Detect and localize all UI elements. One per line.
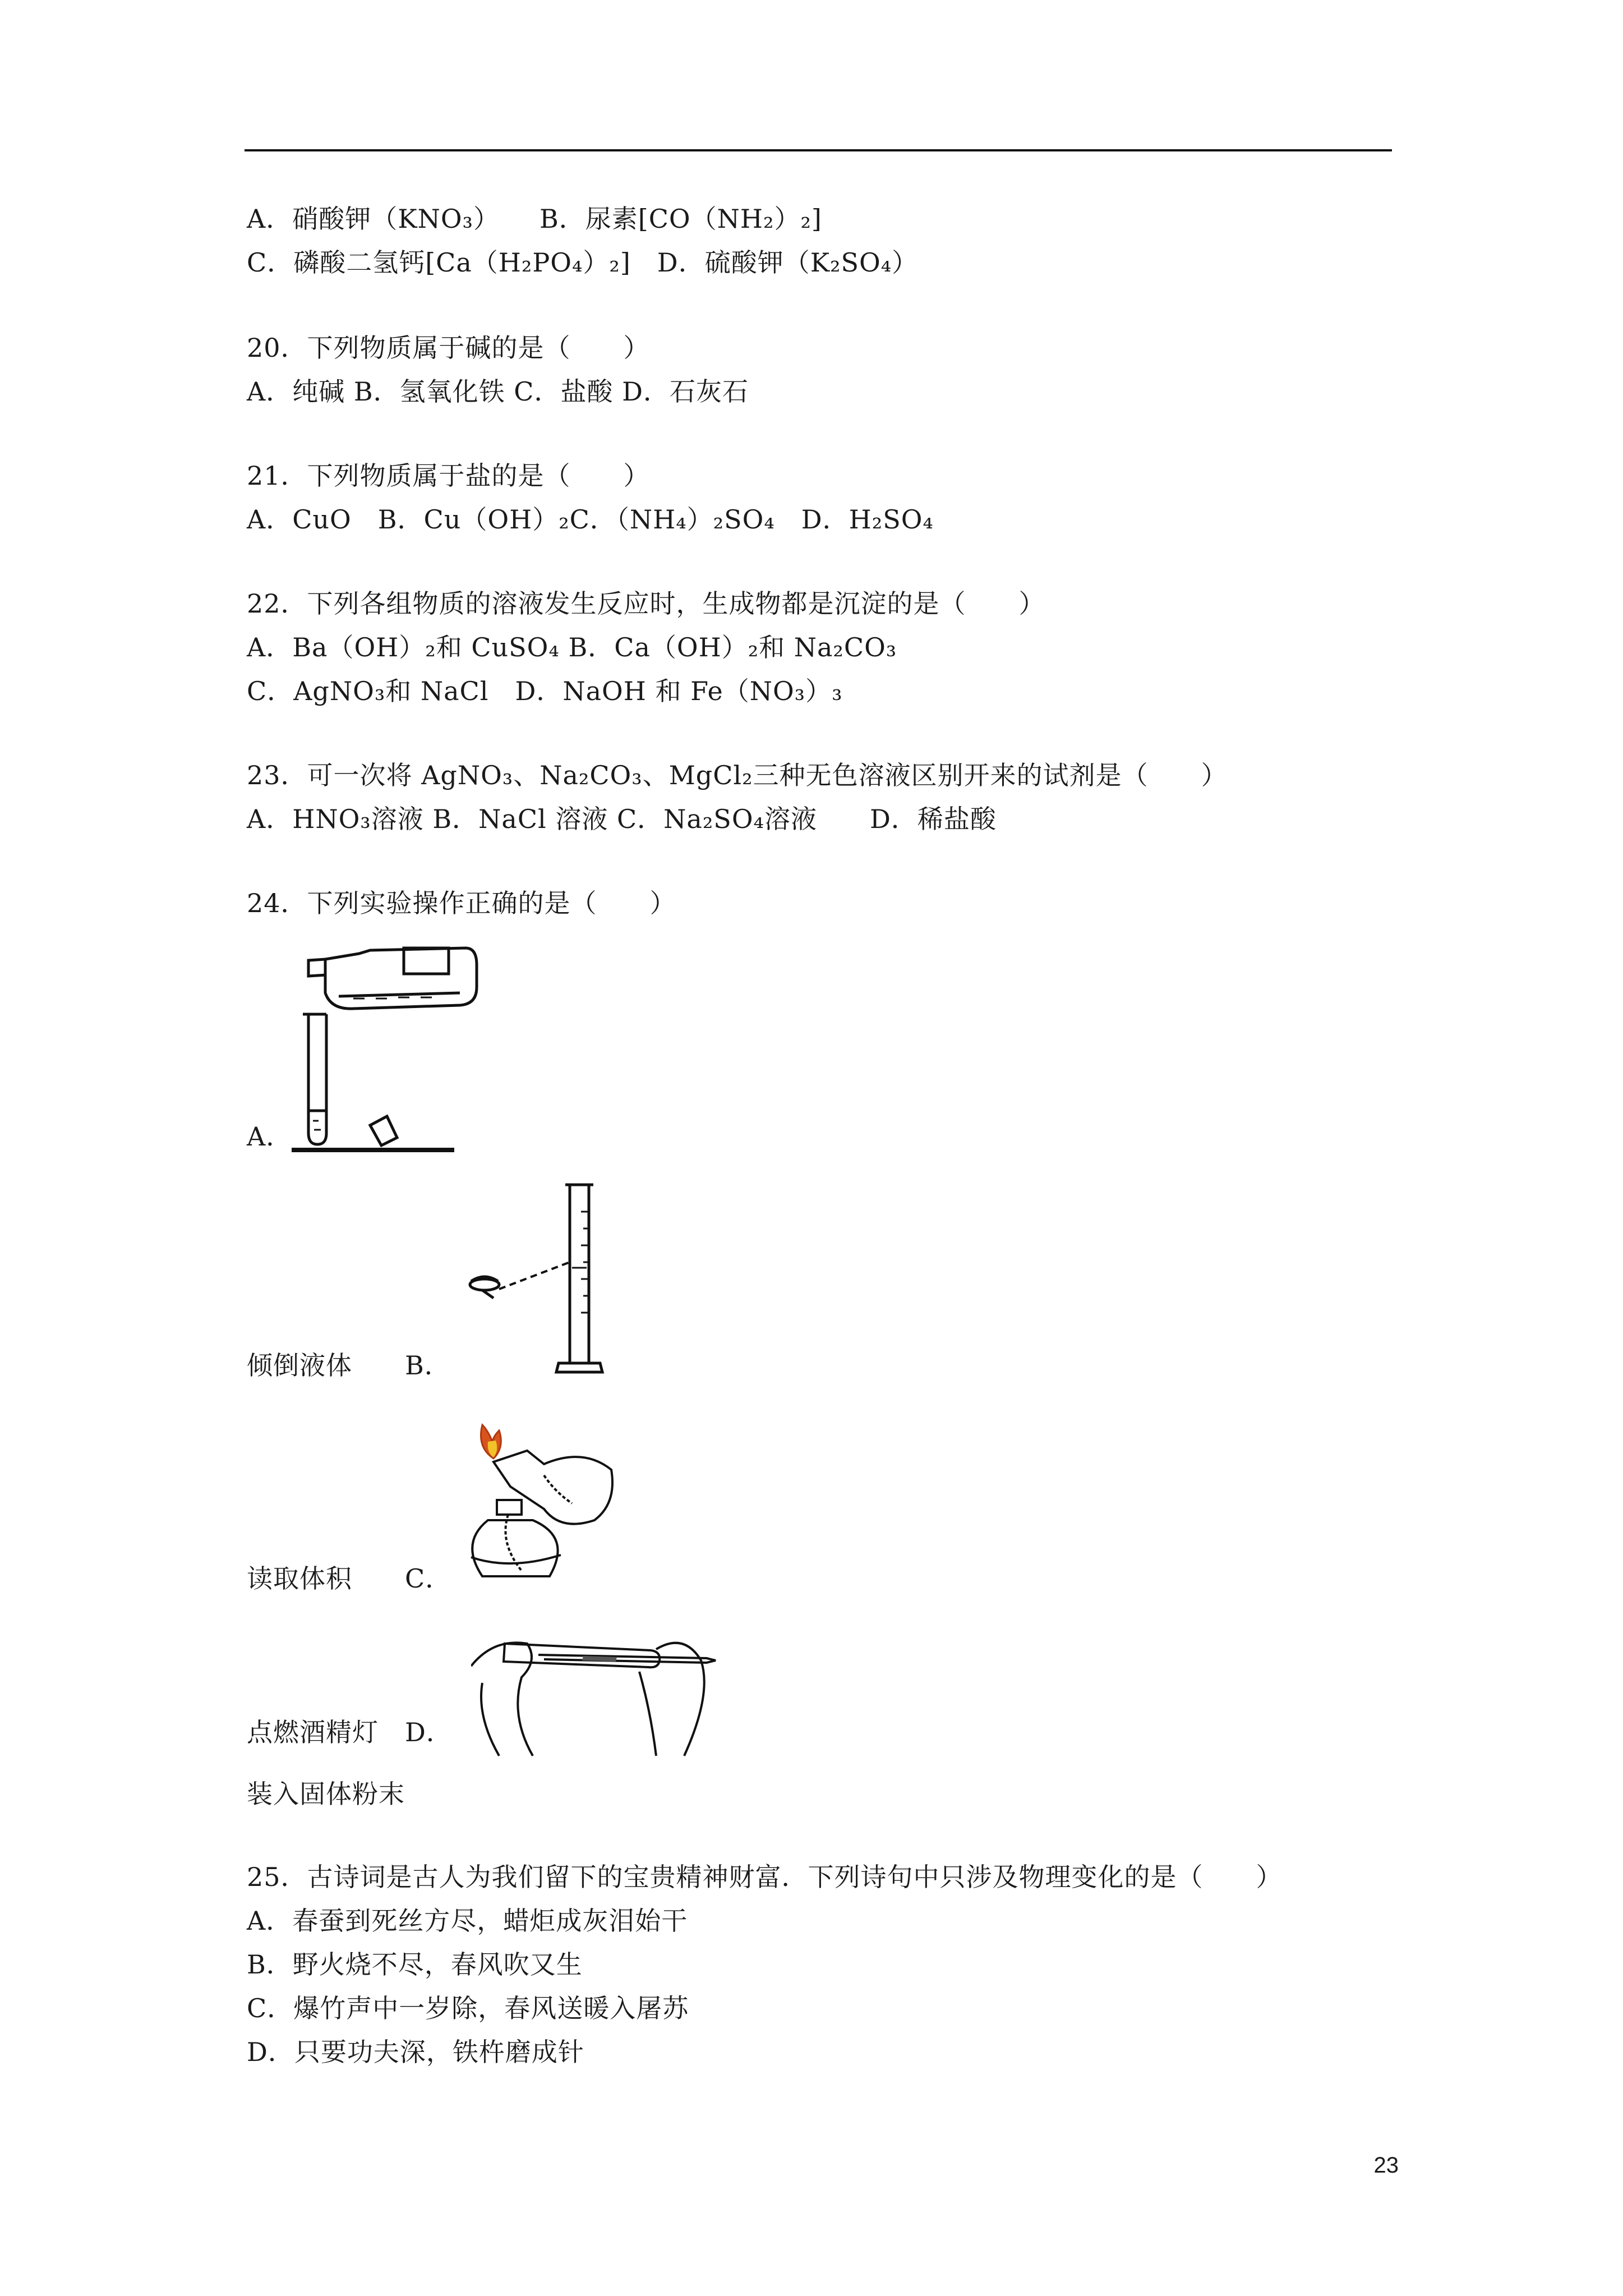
q24-option-b-caption-c-letter: 读取体积 C．: [247, 1563, 452, 1594]
adding-solid-powder-figure: [471, 1627, 723, 1761]
q20-stem: 20．下列物质属于碱的是（ ）: [247, 333, 650, 363]
q25-option-b: B．野火烧不尽，春风吹又生: [247, 1949, 583, 1980]
q23-stem: 23．可一次将 AgNO₃、Na₂CO₃、MgCl₂三种无色溶液区别开来的试剂是（ ）: [247, 760, 1228, 790]
q22-options-line2: C．AgNO₃和 NaCl D．NaOH 和 Fe（NO₃）₃: [247, 676, 843, 706]
q24-option-a-letter: A．: [247, 1121, 293, 1152]
q19-options-line1: A．硝酸钾（KNO₃） B．尿素[CO（NH₂）₂]: [247, 204, 822, 234]
q25-option-c: C．爆竹声中一岁除，春风送暖入屠苏: [247, 1993, 689, 2023]
q22-stem: 22．下列各组物质的溶液发生反应时，生成物都是沉淀的是（ ）: [247, 588, 1045, 619]
q25-stem: 25．古诗词是古人为我们留下的宝贵精神财富．下列诗句中只涉及物理变化的是（ ）: [247, 1862, 1283, 1892]
lighting-alcohol-lamp-figure: [460, 1408, 628, 1593]
header-rule: [245, 149, 1392, 151]
reading-volume-figure: [460, 1178, 628, 1380]
q21-options: A．CuO B．Cu（OH）₂C．（NH₄）₂SO₄ D．H₂SO₄: [247, 504, 934, 535]
q24-option-a-caption-b-letter: 倾倒液体 B．: [247, 1350, 451, 1381]
q24-stem: 24．下列实验操作正确的是（ ）: [247, 888, 676, 918]
page-number: 23: [1373, 2153, 1399, 2178]
q25-option-d: D．只要功夫深，铁杵磨成针: [247, 2037, 584, 2067]
q21-stem: 21．下列物质属于盐的是（ ）: [247, 461, 650, 491]
pouring-liquid-figure: [292, 942, 499, 1161]
q20-options: A．纯碱 B．氢氧化铁 C．盐酸 D．石灰石: [247, 376, 749, 407]
q25-option-a: A．春蚕到死丝方尽，蜡炬成灰泪始干: [247, 1906, 688, 1936]
q19-options-line2: C．磷酸二氢钙[Ca（H₂PO₄）₂] D．硫酸钾（K₂SO₄）: [247, 247, 919, 278]
q24-option-d-caption: 装入固体粉末: [247, 1779, 405, 1809]
q24-option-c-caption-d-letter: 点燃酒精灯 D．: [247, 1717, 453, 1747]
q23-options: A．HNO₃溶液 B．NaCl 溶液 C．Na₂SO₄溶液 D．稀盐酸: [247, 804, 997, 834]
q22-options-line1: A．Ba（OH）₂和 CuSO₄ B．Ca（OH）₂和 Na₂CO₃: [247, 632, 897, 662]
